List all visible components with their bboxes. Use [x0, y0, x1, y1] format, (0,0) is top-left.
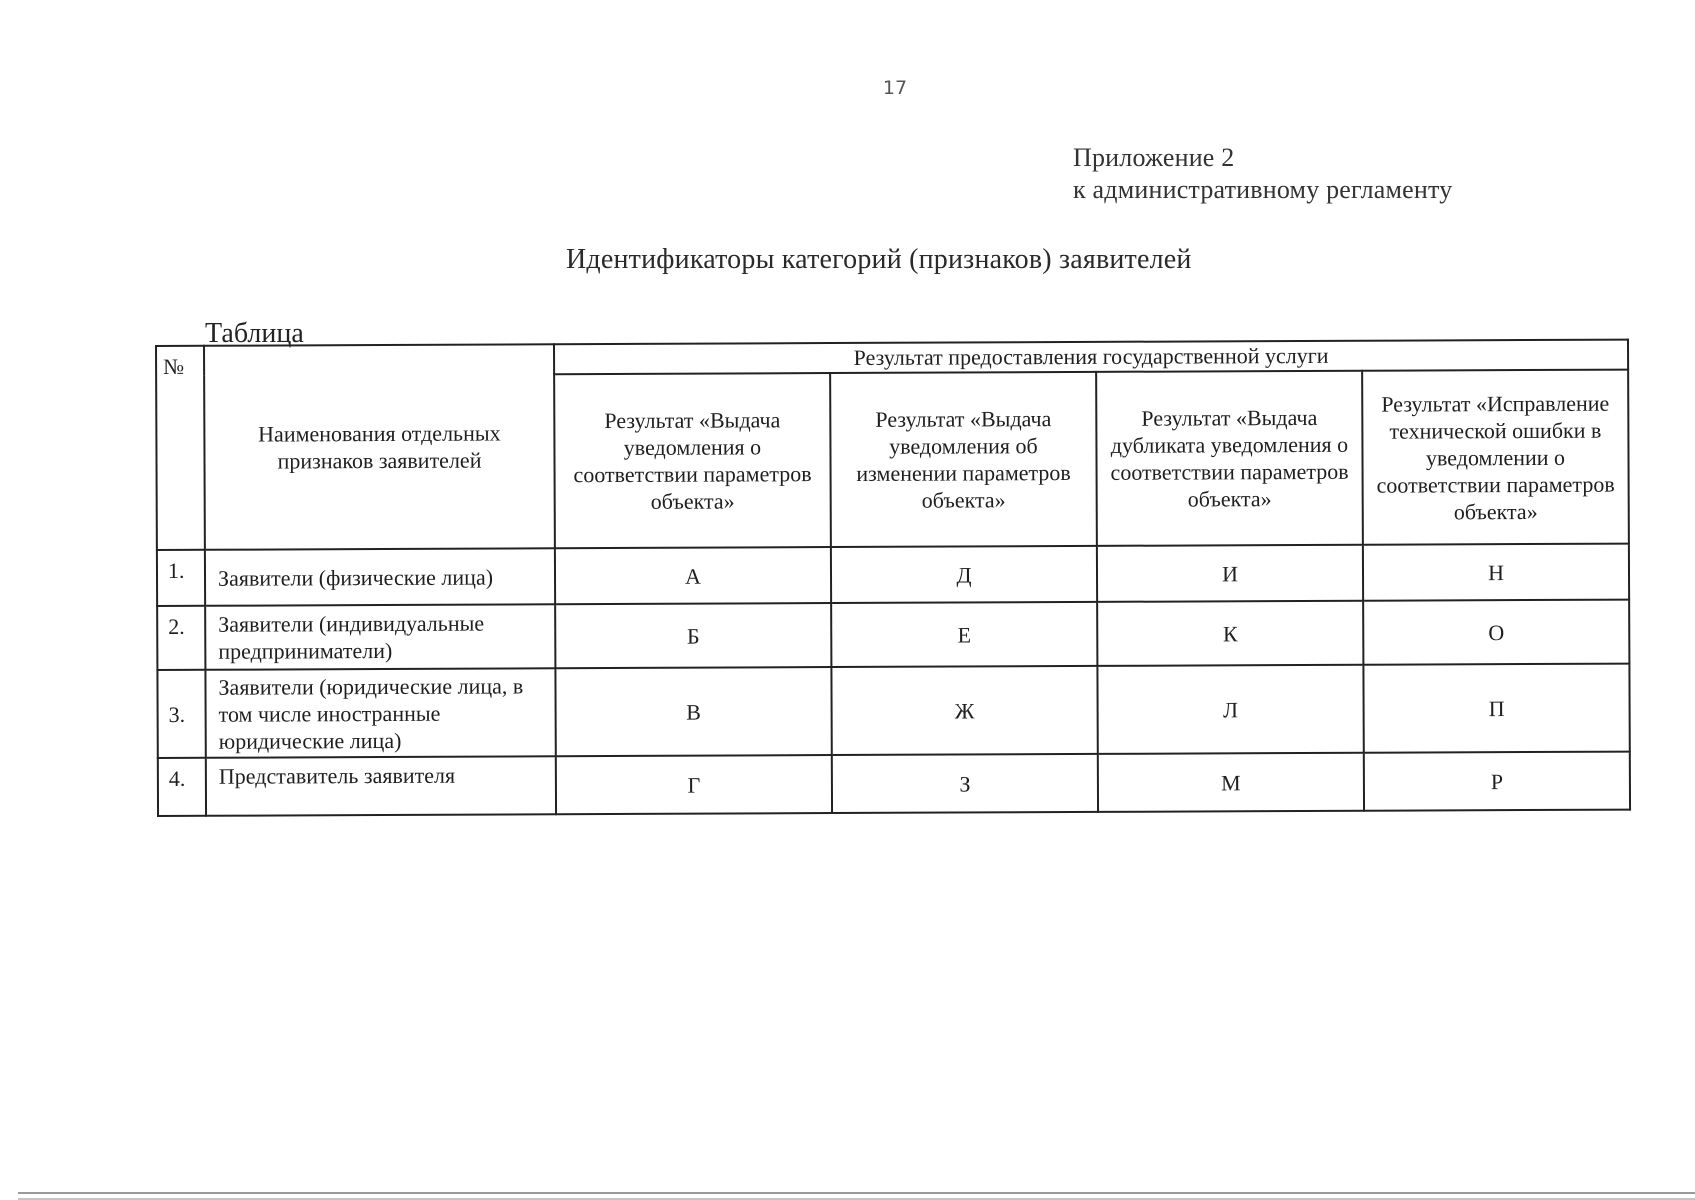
row-name: Заявители (индивидуальные предприниматели) — [205, 604, 555, 670]
row-number: 2. — [157, 606, 205, 670]
group-header-result: Результат предоставления государственной услуги — [554, 340, 1628, 375]
col-header-result-3: Результат «Выдача дубликата уведомления о соответствии параметров объекта» — [1096, 371, 1363, 546]
row-code: Ж — [831, 666, 1097, 755]
row-number: 1. — [157, 550, 205, 606]
table-wrapper — [155, 339, 1629, 817]
table-row — [157, 664, 1629, 758]
row-code: Г — [556, 755, 832, 814]
table-row — [158, 752, 1630, 816]
row-code: П — [1363, 664, 1629, 753]
row-name: Заявители (физические лица) — [205, 548, 555, 606]
col-header-result-4: Результат «Исправление технической ошибки в уведомлении о соответствии параметров объекта» — [1362, 370, 1629, 545]
row-name: Представитель заявителя — [206, 756, 556, 816]
col-header-number: № — [156, 346, 205, 550]
table-row — [157, 600, 1629, 670]
row-name: Заявители (юридические лица, в том числе иностранные юридические лица) — [205, 668, 555, 758]
row-code: Л — [1097, 665, 1363, 754]
col-header-result-2: Результат «Выдача уведомления об изменении параметров объекта» — [830, 372, 1097, 547]
row-number: 4. — [158, 758, 206, 816]
table-label: Таблица — [205, 318, 304, 349]
col-header-result-1: Результат «Выдача уведомления о соответствии параметров объекта» — [554, 373, 831, 548]
appendix-line-1: Приложение 2 — [1073, 143, 1235, 172]
table-row — [157, 544, 1629, 606]
appendix-note — [1073, 142, 1452, 206]
appendix-line-2: к административному регламенту — [1073, 175, 1453, 204]
row-code: В — [555, 667, 831, 756]
row-code: И — [1097, 545, 1363, 602]
row-code: М — [1098, 753, 1364, 812]
document-title: Идентификаторы категорий (признаков) заявителей — [566, 244, 1192, 275]
row-code: З — [832, 754, 1098, 813]
row-code: Р — [1364, 752, 1630, 811]
row-code: А — [555, 547, 831, 604]
scan-edge-line — [18, 1192, 1695, 1194]
row-code: Н — [1363, 544, 1629, 601]
page-number: 17 — [882, 77, 908, 99]
col-header-name: Наименования отдельных признаков заявителей — [204, 344, 555, 550]
row-code: Б — [555, 603, 831, 668]
row-code: О — [1363, 600, 1629, 665]
row-code: Е — [831, 602, 1097, 667]
row-code: К — [1097, 601, 1363, 666]
row-code: Д — [831, 546, 1097, 603]
identifiers-table — [155, 339, 1631, 817]
row-number: 3. — [157, 670, 205, 758]
